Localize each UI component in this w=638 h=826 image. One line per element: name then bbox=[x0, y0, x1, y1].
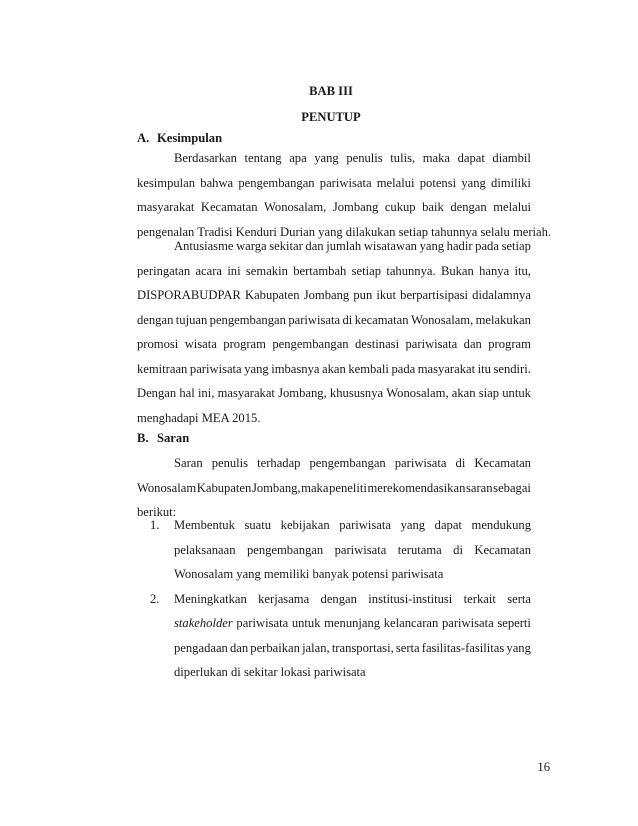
word: masyarakat bbox=[137, 200, 195, 214]
word: peneliti bbox=[329, 480, 367, 495]
word: penulis bbox=[346, 151, 383, 165]
word: apa bbox=[289, 151, 307, 165]
section-b-heading bbox=[137, 431, 189, 446]
list-item bbox=[137, 587, 531, 685]
word: wisata bbox=[184, 337, 217, 351]
word: hal bbox=[179, 386, 195, 400]
word: dengan bbox=[450, 200, 487, 214]
word: pariwisata bbox=[288, 312, 341, 327]
word: di bbox=[342, 312, 353, 327]
word: pelaksanaan bbox=[174, 542, 236, 557]
word: melakukan bbox=[475, 312, 531, 327]
word: masyarakat bbox=[217, 386, 275, 400]
word: Kecamatan bbox=[474, 456, 531, 470]
word: program bbox=[488, 337, 531, 351]
section-b-title: Saran bbox=[157, 431, 190, 445]
word: pun bbox=[353, 288, 373, 302]
word: kecamatan bbox=[354, 312, 409, 327]
word: pada bbox=[475, 239, 499, 253]
word: kebijakan bbox=[280, 518, 330, 532]
word: Membentuk bbox=[174, 518, 235, 532]
section-a-p2-line bbox=[137, 332, 531, 357]
word: didalamnya bbox=[472, 288, 531, 302]
section-a-paragraph-2 bbox=[137, 234, 531, 430]
word: dan bbox=[305, 239, 324, 253]
word: kemitraan bbox=[137, 361, 188, 376]
chapter-number: BAB III bbox=[309, 84, 353, 98]
word: untuk bbox=[291, 616, 321, 630]
section-a-letter: A. bbox=[137, 131, 150, 145]
word: siap bbox=[478, 386, 500, 400]
word: bahwa bbox=[200, 175, 234, 190]
word: pariwisata bbox=[189, 361, 242, 376]
word: transportasi, bbox=[331, 640, 394, 655]
section-a-p2-line bbox=[137, 259, 531, 284]
list-item-number: 2. bbox=[150, 591, 160, 606]
word: hadir bbox=[446, 239, 473, 253]
word: Wonosalam, bbox=[410, 312, 474, 327]
word: warga bbox=[236, 239, 267, 253]
section-a-p2-line bbox=[137, 357, 531, 382]
list-item-text bbox=[174, 513, 531, 587]
list-item-line bbox=[174, 562, 531, 587]
word: di bbox=[453, 542, 463, 557]
word: dengan bbox=[320, 591, 357, 606]
word: Kecamatan bbox=[200, 200, 258, 214]
list-item-line bbox=[174, 587, 531, 612]
word: untuk bbox=[502, 386, 531, 400]
word: peringatan bbox=[137, 263, 191, 278]
word: stakeholder bbox=[174, 616, 233, 630]
word: dengan bbox=[137, 312, 174, 327]
section-a-title: Kesimpulan bbox=[157, 131, 223, 145]
word: setiap bbox=[501, 239, 531, 253]
word: Bukan bbox=[440, 263, 474, 278]
word: Wonosalam, bbox=[264, 200, 327, 214]
word: saran bbox=[465, 480, 493, 495]
word: dan bbox=[463, 337, 482, 351]
word: yang bbox=[419, 239, 445, 253]
word: kembali bbox=[348, 361, 389, 376]
word: pengembangan bbox=[209, 312, 286, 327]
word: yang bbox=[314, 151, 339, 165]
section-a-p2-line bbox=[137, 234, 531, 259]
word: melalui bbox=[493, 200, 531, 214]
word: ikut bbox=[376, 288, 396, 302]
section-b-letter: B. bbox=[137, 431, 149, 445]
word: pariwisata bbox=[334, 542, 387, 557]
word: Berdasarkan bbox=[174, 151, 237, 165]
word: Jombang bbox=[332, 200, 379, 214]
word: pengembangan bbox=[309, 456, 386, 470]
word: dapat bbox=[434, 518, 462, 532]
word: pengenalan Tradisi Kenduri Durian yang dilakukan setiap tahunnya selalu meriah. bbox=[137, 224, 552, 239]
word: bertambah bbox=[293, 263, 347, 278]
word: dapat bbox=[457, 151, 485, 165]
word: semakin bbox=[245, 263, 288, 278]
word: tulis, bbox=[390, 151, 416, 165]
section-a-p2-line bbox=[137, 406, 531, 431]
word: menunjang bbox=[324, 616, 381, 630]
word: sendiri. bbox=[493, 361, 531, 376]
word: fasilitas-fasilitas bbox=[421, 640, 505, 655]
word: institusi-institusi bbox=[368, 591, 453, 606]
word: program bbox=[223, 337, 266, 351]
word: melalui bbox=[376, 175, 415, 190]
word: khususnya bbox=[329, 386, 384, 400]
word: akan bbox=[322, 361, 346, 376]
word: menghadapi MEA 2015. bbox=[137, 410, 261, 425]
word: Kabupaten bbox=[196, 480, 252, 495]
word: sekitar bbox=[269, 239, 303, 253]
word: itu, bbox=[514, 263, 531, 278]
word: maka bbox=[422, 151, 450, 165]
section-a-heading bbox=[137, 131, 222, 146]
recommendation-list bbox=[137, 513, 531, 685]
word: perbaikan bbox=[250, 640, 300, 655]
word: pengembangan bbox=[272, 337, 349, 351]
word: destinasi bbox=[355, 337, 400, 351]
word: promosi bbox=[137, 337, 179, 351]
word: pariwisata bbox=[441, 616, 494, 630]
word: yang bbox=[506, 640, 531, 655]
section-a-p2-line bbox=[137, 283, 531, 308]
word: baik bbox=[422, 200, 444, 214]
word: akan bbox=[451, 386, 476, 400]
word: pariwisata bbox=[405, 337, 458, 351]
page-number: 16 bbox=[537, 760, 550, 774]
word: kesimpulan bbox=[137, 175, 196, 190]
word: imbasnya bbox=[271, 361, 320, 376]
word: pariwisata bbox=[339, 518, 391, 532]
word: terhadap bbox=[257, 456, 301, 470]
word: setiap bbox=[351, 263, 382, 278]
word: berikut: bbox=[137, 505, 177, 519]
section-b-p1-line bbox=[137, 451, 531, 476]
section-a-p1-line bbox=[137, 171, 531, 196]
word: jumlah bbox=[326, 239, 362, 253]
word: Wonosalam, bbox=[386, 386, 449, 400]
word: ini bbox=[227, 263, 241, 278]
word: masyarakat bbox=[417, 361, 476, 376]
word: Kabupaten bbox=[244, 288, 300, 302]
word: Jombang, bbox=[278, 386, 327, 400]
word: cukup bbox=[384, 200, 416, 214]
word: yang bbox=[461, 175, 486, 190]
word: serta bbox=[507, 591, 531, 606]
word: Kecamatan bbox=[474, 542, 531, 557]
word: pada bbox=[391, 361, 416, 376]
word: berpartisipasi bbox=[400, 288, 468, 302]
section-a-paragraph-1 bbox=[137, 146, 552, 244]
word: itu bbox=[477, 361, 491, 376]
word: Meningkatkan bbox=[174, 591, 247, 606]
word: merekomendasikan bbox=[367, 480, 466, 495]
word: tujuan bbox=[175, 312, 208, 327]
section-a-p2-line bbox=[137, 308, 531, 333]
word: ini, bbox=[197, 386, 215, 400]
word: terutama bbox=[397, 542, 442, 557]
word: maka bbox=[301, 480, 329, 495]
section-a-p1-line bbox=[137, 146, 531, 171]
word: wisatawan bbox=[363, 239, 417, 253]
chapter-title: PENUTUP bbox=[301, 110, 361, 124]
word: Wonosalam yang memiliki banyak potensi pariwisata bbox=[174, 567, 444, 581]
section-a-p2-line bbox=[137, 381, 531, 406]
list-item-line bbox=[174, 660, 531, 685]
word: tentang bbox=[244, 151, 282, 165]
word: Saran bbox=[174, 456, 203, 470]
word: pariwisata bbox=[319, 175, 372, 190]
word: suatu bbox=[244, 518, 272, 532]
word: kelancaran bbox=[383, 616, 439, 630]
word: DISPORABUDPAR bbox=[137, 288, 241, 302]
word: potensi bbox=[419, 175, 457, 190]
word: kerjasama bbox=[258, 591, 310, 606]
word: Jombang, bbox=[251, 480, 301, 495]
word: diambil bbox=[492, 151, 531, 165]
word: pariwisata bbox=[236, 616, 289, 630]
word: terkait bbox=[463, 591, 496, 606]
word: seperti bbox=[497, 616, 531, 630]
list-item-text bbox=[174, 587, 531, 685]
word: serta bbox=[395, 640, 420, 655]
word: Antusiasme bbox=[174, 239, 234, 253]
word: yang bbox=[244, 361, 269, 376]
word: yang bbox=[400, 518, 426, 532]
word: dimiliki bbox=[491, 175, 531, 190]
word: dan bbox=[229, 640, 249, 655]
list-item-line bbox=[174, 513, 531, 538]
section-b-p1-line bbox=[137, 476, 531, 501]
word: acara bbox=[195, 263, 223, 278]
word: penulis bbox=[211, 456, 249, 470]
word: pengadaan bbox=[174, 640, 228, 655]
word: Dengan bbox=[137, 386, 177, 400]
word: sebagai bbox=[493, 480, 531, 495]
word: pariwisata bbox=[394, 456, 447, 470]
word: hanya bbox=[479, 263, 510, 278]
list-item bbox=[137, 513, 531, 587]
word: di bbox=[455, 456, 466, 470]
section-a-p1-line bbox=[137, 195, 531, 220]
list-item-line bbox=[174, 611, 531, 636]
word: tahunnya. bbox=[386, 263, 436, 278]
word: pengembangan bbox=[238, 175, 315, 190]
list-item-number: 1. bbox=[150, 518, 160, 532]
word: Jombang bbox=[303, 288, 350, 302]
word: jalan, bbox=[302, 640, 330, 655]
list-item-line bbox=[174, 636, 531, 661]
word: mendukung bbox=[471, 518, 531, 532]
list-item-line bbox=[174, 538, 531, 563]
word: diperlukan di sekitar lokasi pariwisata bbox=[174, 665, 366, 679]
word: Wonosalam bbox=[137, 480, 197, 495]
word: pengembangan bbox=[246, 542, 324, 557]
